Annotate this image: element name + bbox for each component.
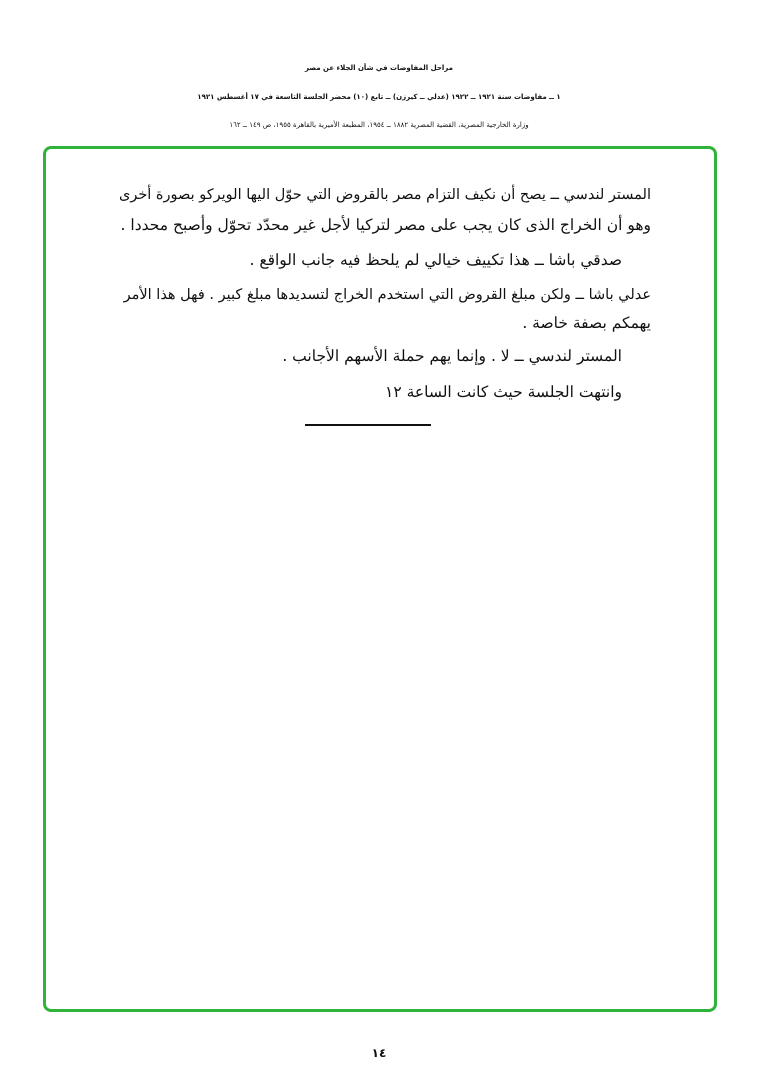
document-frame	[43, 146, 717, 1012]
transcript-line-3: صدقي باشا ــ هذا تكييف خيالي لم يلحظ فيه جانب الواقع .	[249, 251, 622, 269]
transcript-line-1: المستر لندسي ــ يصح أن نكيف التزام مصر بالقروض التي حوّل اليها الويركو بصورة أخرى	[118, 187, 651, 203]
closing-rule	[305, 424, 431, 426]
transcript-line-4: عدلي باشا ــ ولكن مبلغ القروض التي استخدم الخراج لتسديدها مبلغ كبير . فهل هذا الأمر	[123, 287, 651, 303]
page-number: ١٤	[371, 1046, 387, 1060]
transcript-line-7: وانتهت الجلسة حيث كانت الساعة ١٢	[385, 383, 622, 401]
document-subtitle: ١ ــ مفاوضات سنة ١٩٢١ ــ ١٩٢٢ (عدلي ــ كيرزن) ــ تابع (١٠) محضر الجلسة التاسعة في ١٧ أغسطس ١٩٢١	[197, 93, 561, 101]
transcript-line-2: وهو أن الخراج الذى كان يجب على مصر لتركيا لأجل غير محدّد تحوّل وأصبح محددا .	[120, 216, 651, 234]
transcript-line-6: المستر لندسي ــ لا . وإنما يهم حملة الأسهم الأجانب .	[282, 347, 622, 365]
document-title: مراحل المفاوضات في شأن الجلاء عن مصر	[305, 64, 453, 72]
source-citation: وزارة الخارجية المصرية، القضية المصرية ١٨٨٢ ــ ١٩٥٤، المطبعة الأميرية بالقاهرة ١٩٥٥، ص ١٤٩ ــ ١٦٢	[229, 121, 529, 129]
transcript-line-5: يهمكم بصفة خاصة .	[522, 314, 651, 332]
